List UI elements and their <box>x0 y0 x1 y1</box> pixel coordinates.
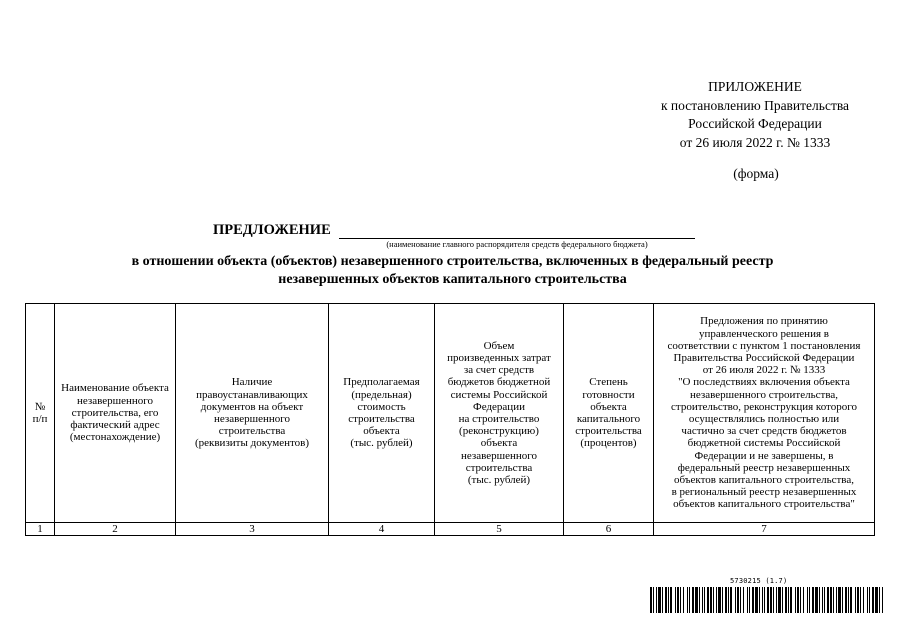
barcode-stripe <box>872 587 874 613</box>
barcode-stripe <box>740 587 741 613</box>
appendix-label: ПРИЛОЖЕНИЕ <box>708 79 802 94</box>
barcode-stripe <box>707 587 709 613</box>
column-number-cell: 4 <box>329 523 435 536</box>
column-number-cell: 5 <box>435 523 564 536</box>
barcode-stripe <box>722 587 723 613</box>
barcode-stripe <box>702 587 703 613</box>
barcode-stripe <box>822 587 823 613</box>
column-number-cell: 7 <box>654 523 875 536</box>
header-cell-documents: Наличие правоустанавливающих документов на объект незавершенного строительства (реквизиты документов) <box>176 304 329 523</box>
barcode-stripe <box>677 587 679 613</box>
header-cell-readiness: Степень готовности объекта капитального строительства (процентов) <box>564 304 654 523</box>
barcode-stripe <box>833 587 834 613</box>
barcode-stripe <box>809 587 810 613</box>
barcode-stripe <box>716 587 717 613</box>
barcode-stripe <box>812 587 814 613</box>
barcode-stripe <box>650 587 652 613</box>
barcode-stripe <box>788 587 789 613</box>
header-cell-number: № п/п <box>26 304 55 523</box>
barcode-stripe <box>692 587 694 613</box>
barcode-stripe <box>689 587 690 613</box>
table-header-row <box>26 304 875 523</box>
barcode-stripe <box>782 587 783 613</box>
column-number-row <box>26 523 875 536</box>
barcode-stripe <box>687 587 688 613</box>
barcode-stripe <box>764 587 765 613</box>
barcode-stripe <box>776 587 777 613</box>
barcode-stripe <box>855 587 856 613</box>
column-number-cell: 6 <box>564 523 654 536</box>
barcode-stripe <box>665 587 667 613</box>
barcode-stripe <box>730 587 732 613</box>
barcode-stripe <box>735 587 736 613</box>
barcode-stripe <box>656 587 657 613</box>
barcode-stripe <box>867 587 868 613</box>
barcode-stripe <box>785 587 787 613</box>
barcode-stripe <box>704 587 705 613</box>
barcode-stripe <box>869 587 870 613</box>
barcode-stripe <box>718 587 721 613</box>
barcode-stripe <box>860 587 861 613</box>
appendix-government-line: Российской Федерации <box>688 116 822 131</box>
barcode-stripe <box>842 587 843 613</box>
barcode-stripe <box>838 587 841 613</box>
barcode-stripe <box>778 587 781 613</box>
barcode-stripe <box>762 587 763 613</box>
barcode-stripe <box>695 587 698 613</box>
barcode-stripe <box>882 587 883 613</box>
subtitle-line-1: в отношении объекта (объектов) незавершенного строительства, включенных в федеральный реестр <box>131 254 774 269</box>
barcode-stripe <box>653 587 654 613</box>
barcode-stripe <box>875 587 878 613</box>
barcode-stripe <box>863 587 864 613</box>
barcode-stripe <box>713 587 714 613</box>
barcode-stripe <box>755 587 758 613</box>
barcode-stripe <box>879 587 880 613</box>
barcode-stripe <box>836 587 837 613</box>
header-cell-expenses: Объем произведенных затрат за счет средств бюджетов бюджетной системы Российской Федерации на строительство (реконструкцию) объекта незавершенного строительства (тыс. рублей) <box>435 304 564 523</box>
barcode-stripe <box>803 587 804 613</box>
barcode-stripe <box>728 587 729 613</box>
barcode-label: 5730215 (1.7) <box>730 577 788 585</box>
barcode-stripe <box>658 587 661 613</box>
column-number-cell: 3 <box>176 523 329 536</box>
barcode-stripe <box>773 587 774 613</box>
barcode-stripe <box>747 587 748 613</box>
barcode-stripe <box>850 587 852 613</box>
barcode-stripe <box>819 587 820 613</box>
subtitle-line-2: незавершенных объектов капитального строительства <box>278 272 627 287</box>
barcode-stripe <box>848 587 849 613</box>
document-subtitle <box>60 253 845 289</box>
barcode-stripe <box>662 587 663 613</box>
underline-caption: (наименование главного распорядителя средств федерального бюджета) <box>386 239 648 249</box>
header-cell-proposals: Предложения по принятию управленческого решения в соответствии с пунктом 1 постановления Правительства Российской Федерации от 26 июля 2022 г. № 1333 "О последствиях включения объекта незавершенного строительства, строительство, реконструкция которого осуществлялись полностью или частично за счет средств бюджетов бюджетной системы Российской Федерации и не завершены, в федеральный реестр незавершенных объектов капитального строительства, в региональный реестр незавершенных объектов капитального строительства" <box>654 304 875 523</box>
barcode-stripe <box>670 587 672 613</box>
appendix-header <box>610 78 900 152</box>
barcode-stripe <box>797 587 799 613</box>
barcode-image <box>650 587 884 613</box>
barcode-stripe <box>680 587 681 613</box>
barcode-stripe <box>824 587 825 613</box>
barcode-stripe <box>767 587 769 613</box>
barcode-stripe <box>737 587 739 613</box>
barcode-stripe <box>725 587 727 613</box>
header-cell-estimated-cost: Предполагаемая (предельная) стоимость строительства объекта (тыс. рублей) <box>329 304 435 523</box>
barcode-stripe <box>752 587 754 613</box>
barcode-stripe <box>800 587 801 613</box>
barcode-stripe <box>827 587 829 613</box>
barcode-stripe <box>790 587 792 613</box>
barcode-stripe <box>675 587 676 613</box>
form-label: (форма) <box>733 166 779 181</box>
proposal-table <box>25 303 875 536</box>
header-cell-object-name: Наименование объекта незавершенного строительства, его фактический адрес (местонахождение) <box>55 304 176 523</box>
column-number-cell: 2 <box>55 523 176 536</box>
document-title: ПРЕДЛОЖЕНИЕ <box>213 222 331 238</box>
barcode-stripe <box>759 587 760 613</box>
barcode-stripe <box>830 587 832 613</box>
barcode-stripe <box>683 587 684 613</box>
barcode-stripe <box>743 587 744 613</box>
barcode-stripe <box>795 587 796 613</box>
barcode-stripe <box>668 587 669 613</box>
barcode-stripe <box>770 587 772 613</box>
column-number-cell: 1 <box>26 523 55 536</box>
barcode-stripe <box>857 587 859 613</box>
barcode-stripe <box>807 587 808 613</box>
appendix-date-line: от 26 июля 2022 г. № 1333 <box>679 134 831 150</box>
barcode-stripe <box>699 587 700 613</box>
barcode-stripe <box>845 587 847 613</box>
barcode-stripe <box>815 587 818 613</box>
barcode-stripe <box>710 587 712 613</box>
appendix-decree-line: к постановлению Правительства <box>660 97 850 113</box>
barcode-stripe <box>749 587 750 613</box>
